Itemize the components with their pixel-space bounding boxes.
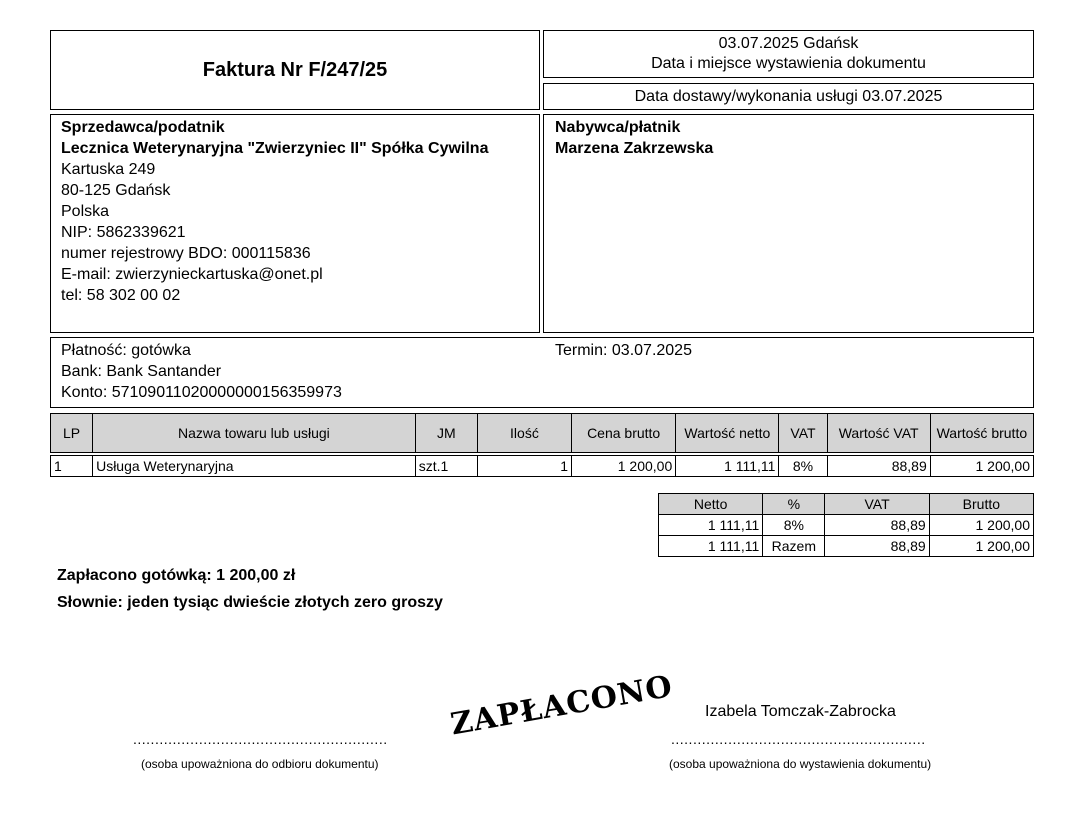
item-gross-value: 1 200,00 — [930, 456, 1033, 477]
seller-tel: tel: 58 302 00 02 — [61, 287, 181, 304]
items-header-cell: Nazwa towaru lub usługi — [93, 414, 416, 453]
summary-header-row — [659, 494, 1034, 515]
amount-in-words: Słownie: jeden tysiąc dwieście złotych zero groszy — [57, 594, 443, 611]
items-header-cell: VAT — [779, 414, 827, 453]
seller-name: Lecznica Weterynaryjna "Zwierzyniec II" Spółka Cywilna — [61, 140, 489, 157]
items-header-row — [51, 414, 1034, 453]
table-row — [51, 456, 1034, 477]
payment-box — [50, 337, 1034, 408]
issue-date-box — [543, 30, 1034, 78]
issue-date-place: 03.07.2025 Gdańsk — [718, 35, 859, 52]
items-header-cell: JM — [415, 414, 477, 453]
paid-stamp: ZAPŁACONO — [448, 668, 676, 743]
summary-net: 1 111,11 — [659, 515, 763, 536]
summary-gross: 1 200,00 — [929, 536, 1033, 557]
items-header-cell: Wartość netto — [676, 414, 779, 453]
delivery-date: Data dostawy/wykonania usługi 03.07.2025 — [634, 88, 943, 105]
items-header-cell: Wartość brutto — [930, 414, 1033, 453]
item-vat-value: 88,89 — [827, 456, 930, 477]
items-header-cell: Wartość VAT — [827, 414, 930, 453]
summary-vat: 88,89 — [825, 536, 929, 557]
buyer-name: Marzena Zakrzewska — [555, 140, 714, 157]
summary-rate: 8% — [763, 515, 825, 536]
seller-box — [50, 114, 540, 333]
delivery-date-box — [543, 83, 1034, 110]
signer-name: Izabela Tomczak-Zabrocka — [705, 703, 896, 720]
vat-summary-table — [658, 493, 1034, 557]
invoice-title: Faktura Nr F/247/25 — [202, 58, 388, 81]
summary-gross: 1 200,00 — [929, 515, 1033, 536]
signature-caption-left: (osoba upoważniona do odbioru dokumentu) — [141, 757, 379, 771]
items-table — [50, 413, 1034, 477]
seller-email: E-mail: zwierzynieckartuska@onet.pl — [61, 266, 323, 283]
summary-header-cell: VAT — [825, 494, 929, 515]
items-header-cell: Cena brutto — [572, 414, 676, 453]
buyer-box — [543, 114, 1034, 333]
summary-header-cell: % — [763, 494, 825, 515]
item-unit: szt.1 — [415, 456, 477, 477]
summary-net: 1 111,11 — [659, 536, 763, 557]
seller-city: 80-125 Gdańsk — [61, 182, 171, 199]
seller-heading: Sprzedawca/podatnik — [61, 119, 225, 136]
issue-caption: Data i miejsce wystawienia dokumentu — [651, 55, 926, 72]
summary-rate: Razem — [763, 536, 825, 557]
signature-line-left: .......................................................... — [133, 731, 388, 747]
summary-vat: 88,89 — [825, 515, 929, 536]
payment-left — [61, 340, 342, 403]
totals-block — [57, 562, 443, 616]
signature-line-right: .......................................................... — [671, 731, 926, 747]
item-name: Usługa Weterynaryjna — [93, 456, 416, 477]
summary-header-cell: Netto — [659, 494, 763, 515]
payment-bank: Bank: Bank Santander — [61, 363, 222, 380]
buyer-heading: Nabywca/płatnik — [555, 119, 681, 136]
items-header-cell: LP — [51, 414, 93, 453]
seller-country: Polska — [61, 203, 110, 220]
summary-header-cell: Brutto — [929, 494, 1033, 515]
item-lp: 1 — [51, 456, 93, 477]
seller-street: Kartuska 249 — [61, 161, 156, 178]
invoice-title-box — [50, 30, 540, 110]
item-qty: 1 — [477, 456, 571, 477]
item-net-value: 1 111,11 — [676, 456, 779, 477]
payment-method: Płatność: gotówka — [61, 342, 191, 359]
table-row — [659, 515, 1034, 536]
payment-account: Konto: 57109011020000000156359973 — [61, 384, 342, 401]
seller-bdo: numer rejestrowy BDO: 000115836 — [61, 245, 311, 262]
item-gross-price: 1 200,00 — [572, 456, 676, 477]
seller-nip: NIP: 5862339621 — [61, 224, 186, 241]
payment-due: Termin: 03.07.2025 — [555, 342, 692, 359]
table-row — [659, 536, 1034, 557]
signature-caption-right: (osoba upoważniona do wystawienia dokumentu) — [669, 757, 932, 771]
item-vat-rate: 8% — [779, 456, 827, 477]
paid-amount: Zapłacono gotówką: 1 200,00 zł — [57, 567, 296, 584]
items-header-cell: Ilość — [477, 414, 571, 453]
